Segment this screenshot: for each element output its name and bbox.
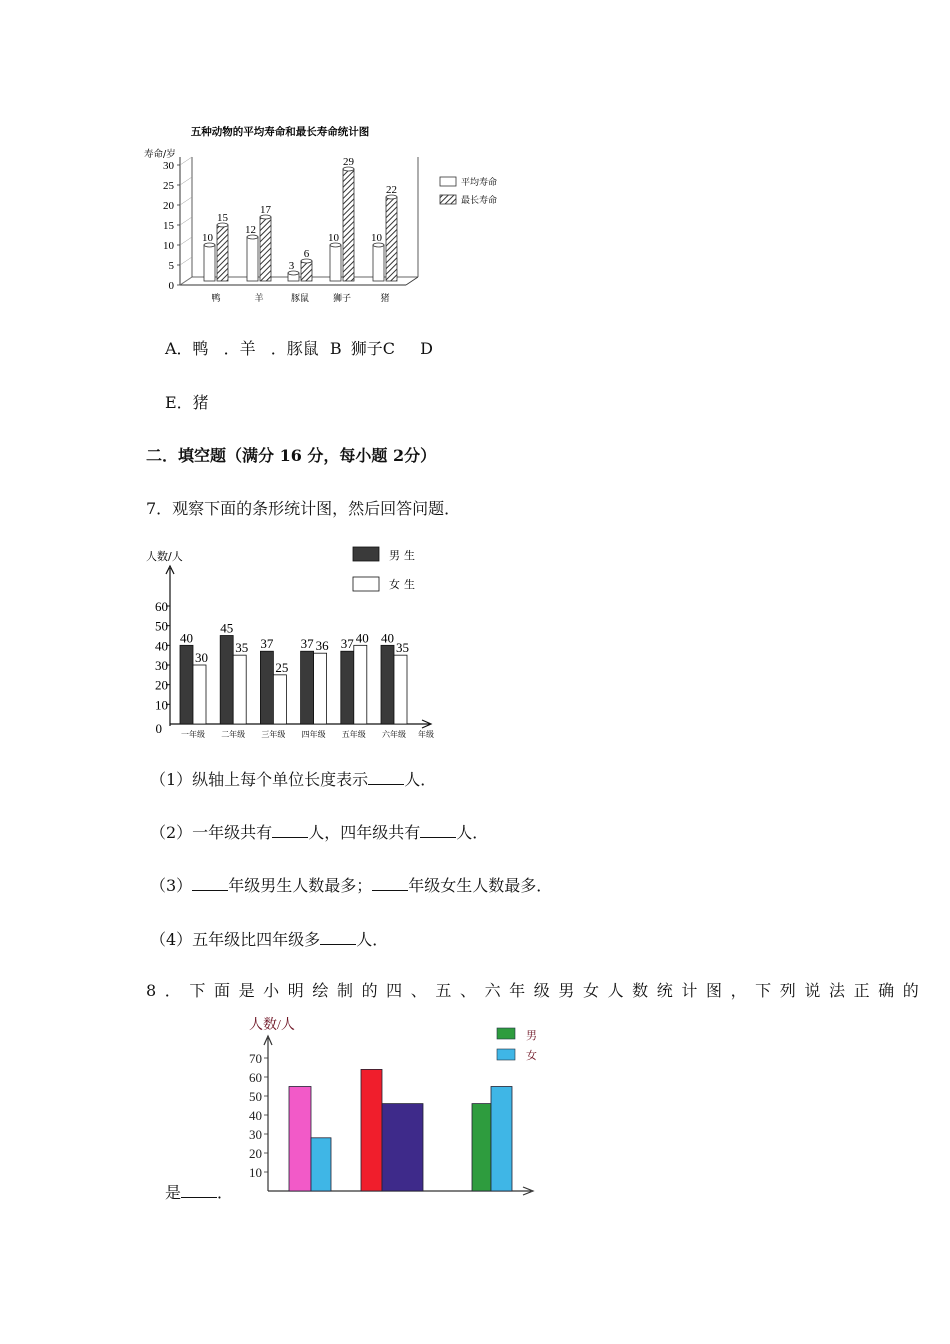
q7-sub1: （1）纵轴上每个单位长度表示 人． bbox=[150, 770, 437, 789]
bar-max bbox=[343, 169, 354, 281]
q7-stem: 7．观察下面的条形统计图，然后回答问题． bbox=[146, 499, 461, 518]
bar-girl bbox=[311, 1138, 331, 1191]
grid-line bbox=[180, 177, 192, 185]
y-tick-label: 30 bbox=[249, 1127, 262, 1142]
y-tick-label: 10 bbox=[163, 240, 174, 252]
y-tick-label: 70 bbox=[249, 1051, 262, 1066]
x-tick-label: 羊 bbox=[254, 294, 264, 304]
data-label: 29 bbox=[343, 156, 354, 168]
bar-boy bbox=[289, 1087, 311, 1192]
data-label: 17 bbox=[260, 204, 271, 216]
section-title: 二．填空题（满分 16 分，每小题 2分） bbox=[146, 446, 437, 465]
answer-blank[interactable] bbox=[420, 821, 456, 838]
q7-sub3: （3） 年级男生人数最多； 年级女生人数最多． bbox=[150, 876, 553, 895]
legend-boy-label: 男生 bbox=[389, 549, 419, 562]
answer-blank[interactable] bbox=[368, 768, 404, 785]
q8-stem: 8．下面是小明绘制的四、五、六年级男女人数统计图，下列说法正确的 bbox=[146, 981, 928, 1000]
y-tick-label: 50 bbox=[155, 618, 168, 634]
x-tick-label: 狮子 bbox=[332, 294, 352, 304]
bar-girl bbox=[233, 655, 246, 724]
chart1-ylabel: 寿命/岁 bbox=[144, 149, 176, 160]
y-tick-label: 20 bbox=[163, 200, 174, 212]
y-tick-label: 60 bbox=[155, 599, 168, 614]
data-label: 22 bbox=[386, 184, 397, 196]
chart2-ylabel: 人数/人 bbox=[146, 550, 183, 563]
data-label: 45 bbox=[220, 620, 234, 636]
y-tick-label: 25 bbox=[163, 180, 174, 192]
q7-sub4: （4）五年级比四年级多 人． bbox=[150, 930, 389, 949]
data-label: 37 bbox=[340, 636, 354, 652]
data-label: 40 bbox=[381, 630, 394, 646]
data-label: 10 bbox=[371, 232, 382, 244]
data-label: 37 bbox=[260, 636, 274, 652]
bar-girl bbox=[394, 655, 407, 724]
legend-avg-swatch bbox=[440, 177, 456, 186]
legend-max-swatch bbox=[440, 195, 456, 204]
answer-blank[interactable] bbox=[192, 874, 228, 891]
chart3-bars bbox=[289, 1069, 512, 1191]
data-label: 3 bbox=[288, 260, 295, 272]
bar-girl bbox=[314, 653, 327, 724]
bar-girl bbox=[193, 665, 206, 724]
bar-girl bbox=[491, 1087, 512, 1192]
y-tick-label: 20 bbox=[155, 677, 168, 693]
x-tick-label: 豚鼠 bbox=[290, 294, 310, 304]
data-label: 12 bbox=[245, 224, 256, 236]
bar-boy bbox=[341, 651, 354, 724]
floor-edge bbox=[406, 277, 418, 285]
answer-blank[interactable] bbox=[372, 874, 408, 891]
grid-line bbox=[180, 237, 192, 245]
bar-boy bbox=[260, 651, 273, 724]
q6-options-line2: E．猪 bbox=[165, 393, 209, 412]
grid-line bbox=[180, 197, 192, 205]
x-tick-label: 二年级 bbox=[221, 730, 246, 739]
q7-sub2: （2）一年级共有 人，四年级共有 人． bbox=[150, 823, 489, 842]
legend-boy3-swatch bbox=[497, 1028, 515, 1039]
data-label: 25 bbox=[275, 659, 289, 675]
bar-max bbox=[386, 197, 397, 281]
option-guinea-pig: ．豚鼠 bbox=[270, 339, 319, 358]
y-tick-label: 0 bbox=[168, 280, 174, 292]
option-b: B bbox=[329, 339, 342, 358]
bar-boy bbox=[301, 651, 314, 724]
bar-max bbox=[217, 225, 228, 281]
y-tick-label: 60 bbox=[249, 1070, 262, 1085]
option-d: D bbox=[420, 339, 433, 358]
y-tick-label: 5 bbox=[168, 260, 174, 272]
bar-max bbox=[301, 261, 312, 281]
data-label: 40 bbox=[355, 630, 369, 646]
option-sheep: ．羊 bbox=[223, 339, 256, 358]
bar-girl bbox=[273, 675, 286, 724]
chart3-ylabel: 人数/人 bbox=[249, 1018, 295, 1033]
legend-girl3-swatch bbox=[497, 1049, 515, 1060]
data-label: 10 bbox=[328, 232, 339, 244]
data-label: 40 bbox=[180, 630, 193, 646]
grade-chart bbox=[235, 1012, 545, 1202]
bar-average bbox=[373, 245, 384, 281]
x-tick-label: 猪 bbox=[380, 294, 390, 304]
bar-average bbox=[204, 245, 215, 281]
lifespan-chart bbox=[140, 118, 520, 308]
bar-boy bbox=[472, 1104, 491, 1191]
chart2-legend bbox=[353, 547, 419, 591]
y-tick-label: 50 bbox=[249, 1089, 262, 1104]
legend-boy3-label: 男 bbox=[526, 1029, 537, 1042]
answer-blank[interactable] bbox=[320, 928, 356, 945]
answer-blank[interactable] bbox=[272, 821, 308, 838]
data-label: 15 bbox=[217, 212, 228, 224]
bar-girl bbox=[354, 645, 367, 724]
x-tick-label: 六年级 bbox=[382, 730, 406, 739]
chart2-bars bbox=[180, 621, 409, 740]
grid-line bbox=[180, 257, 192, 265]
option-a: A．鸭 bbox=[165, 339, 209, 358]
answer-blank[interactable] bbox=[181, 1181, 217, 1198]
grid-line bbox=[180, 157, 192, 165]
option-lion: 狮子C bbox=[350, 339, 395, 358]
legend-girl-swatch bbox=[353, 577, 379, 591]
data-label: 35 bbox=[396, 640, 409, 656]
data-label: 37 bbox=[300, 636, 314, 652]
y-tick-label: 15 bbox=[163, 220, 174, 232]
bar-average bbox=[330, 245, 341, 281]
bar-boy bbox=[220, 636, 233, 725]
grid-line bbox=[180, 277, 192, 285]
y-tick-label: 40 bbox=[155, 638, 168, 654]
bar-boy bbox=[180, 645, 193, 724]
legend-avg-label: 平均寿命 bbox=[461, 178, 498, 188]
x-tick-label: 五年级 bbox=[341, 730, 366, 739]
data-label: 35 bbox=[235, 640, 249, 656]
y-tick-label: 40 bbox=[249, 1108, 262, 1123]
y-tick-label: 30 bbox=[155, 658, 168, 673]
bar-average bbox=[247, 237, 258, 281]
legend-boy-swatch bbox=[353, 547, 379, 561]
x-tick-label: 一年级 bbox=[181, 730, 205, 739]
chart3-legend bbox=[497, 1028, 537, 1062]
y-tick-label: 10 bbox=[155, 697, 168, 713]
bar-boy bbox=[381, 645, 394, 724]
y-tick-label: 10 bbox=[249, 1165, 262, 1180]
x-tick-label: 三年级 bbox=[261, 730, 286, 739]
y-tick-label: 30 bbox=[163, 160, 174, 172]
chart1-bars bbox=[202, 156, 397, 304]
chart1-legend bbox=[440, 176, 497, 206]
legend-girl-label: 女生 bbox=[389, 578, 419, 591]
data-label: 36 bbox=[315, 638, 329, 654]
data-label: 10 bbox=[202, 232, 213, 244]
bar-girl bbox=[382, 1104, 423, 1191]
students-chart bbox=[140, 540, 450, 745]
x-tick-label: 鸭 bbox=[211, 294, 221, 304]
bar-max bbox=[260, 217, 271, 281]
x-tick-label: 四年级 bbox=[301, 730, 326, 739]
grid-line bbox=[180, 217, 192, 225]
legend-girl3-label: 女 bbox=[526, 1049, 537, 1062]
bar-boy bbox=[361, 1069, 382, 1191]
y-tick-label: 0 bbox=[155, 721, 162, 736]
legend-max-label: 最长寿命 bbox=[461, 196, 498, 206]
data-label: 6 bbox=[303, 248, 310, 260]
chart2-xlabel: 年级 bbox=[418, 730, 434, 739]
chart1-title: 五种动物的平均寿命和最长寿命统计图 bbox=[190, 126, 370, 138]
q8-stem-end: 是 ． bbox=[165, 1183, 234, 1202]
data-label: 30 bbox=[195, 650, 208, 665]
q6-options-line1 bbox=[165, 339, 433, 359]
y-tick-label: 20 bbox=[249, 1146, 262, 1161]
